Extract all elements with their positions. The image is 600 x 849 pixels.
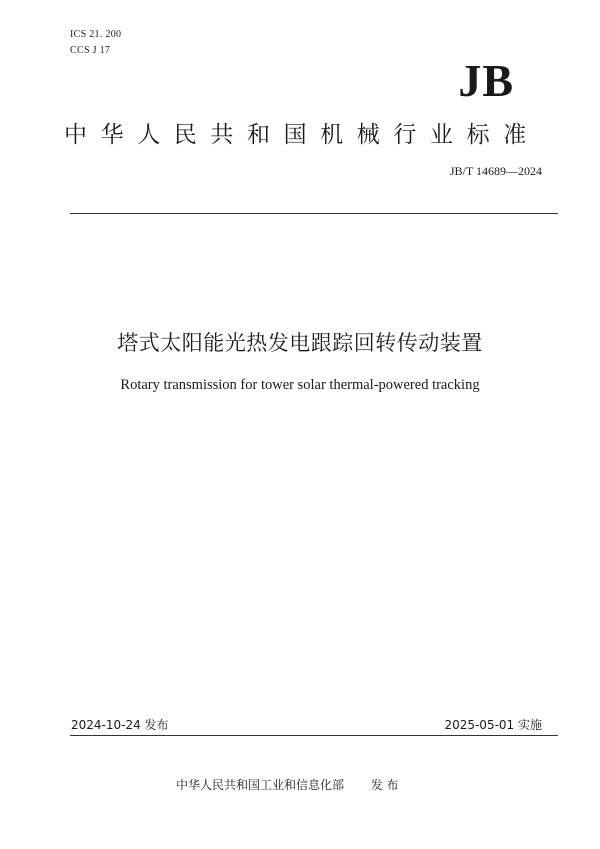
issuing-authority: 中华人民共和国工业和信息化部 发 布 (176, 778, 399, 792)
standard-type-title: 中华人民共和国机械行业标准 (64, 122, 540, 148)
footer-divider (70, 735, 558, 736)
ccs-code: CCS J 17 (70, 45, 111, 56)
implement-date: 2025-05-01 实施 (444, 718, 542, 732)
publish-date: 2024-10-24 发布 (71, 718, 169, 732)
document-title-en: Rotary transmission for tower solar thermal-powered tracking (120, 377, 480, 393)
jb-logo: JB (458, 55, 514, 106)
document-title-zh: 塔式太阳能光热发电跟踪回转传动装置 (117, 331, 483, 355)
header-divider (70, 213, 558, 214)
standard-number: JB/T 14689—2024 (449, 164, 542, 178)
ics-code: ICS 21. 200 (70, 29, 122, 40)
